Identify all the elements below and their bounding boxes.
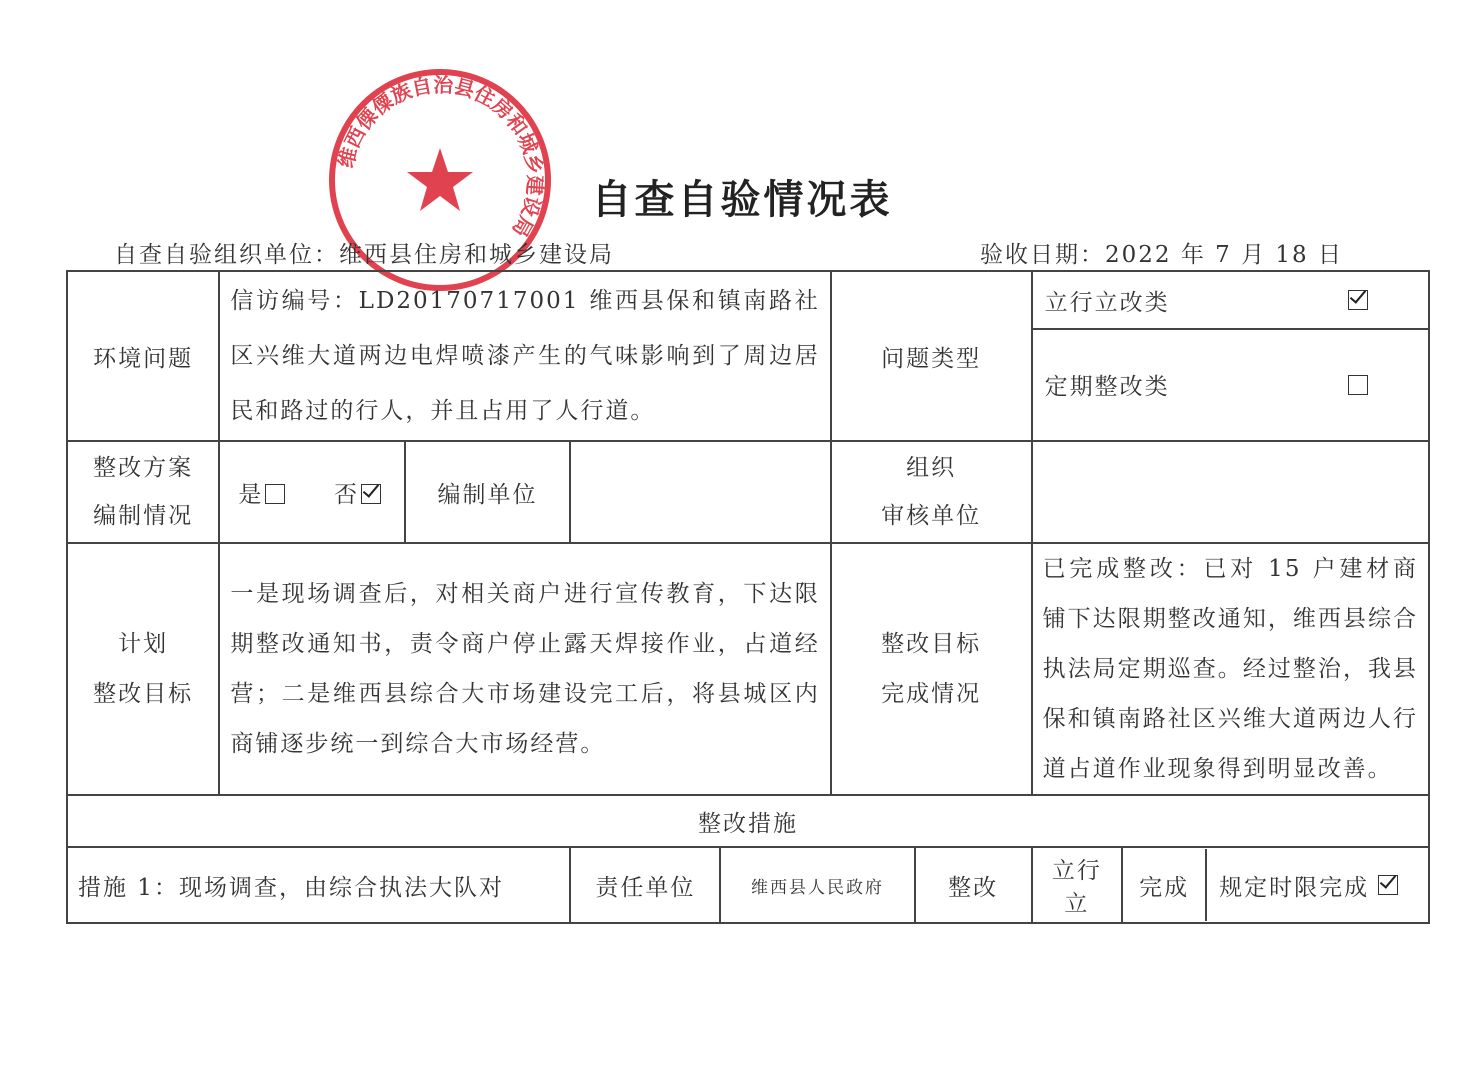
deadline-label: 规定时限完成 bbox=[1219, 874, 1370, 901]
complete-label: 完成 bbox=[1123, 849, 1207, 921]
document-title: 自查自验情况表 bbox=[591, 177, 893, 223]
issue-type-label: 问题类型 bbox=[831, 271, 1032, 441]
checkbox-deadline[interactable] bbox=[1378, 875, 1398, 895]
plan-target-label bbox=[67, 543, 219, 795]
row-environment-issue bbox=[67, 271, 1429, 441]
checkbox-yes[interactable] bbox=[265, 484, 285, 504]
compile-unit-value[interactable] bbox=[570, 441, 830, 543]
measures-header: 整改措施 bbox=[67, 795, 1429, 847]
issue-type-periodic bbox=[1033, 330, 1428, 440]
organization-unit: 自查自验组织单位：维西县住房和城乡建设局 bbox=[114, 242, 614, 268]
org-review-value[interactable] bbox=[1032, 441, 1429, 543]
org-review-line1: 组织 bbox=[906, 455, 957, 481]
checkbox-periodic[interactable] bbox=[1348, 375, 1368, 395]
measure-1-text: 措施 1：现场调查，由综合执法大队对 bbox=[67, 847, 570, 923]
issue-type-immediate-label: 立行立改类 bbox=[1044, 289, 1170, 316]
org-review-line2: 审核单位 bbox=[881, 503, 982, 529]
row-plan-target bbox=[67, 543, 1429, 795]
plan-target-text: 一是现场调查后，对相关商户进行宣传教育，下达限期整改通知书，责令商户停止露天焊接作业，占道经营；二是维西县综合大市场建设完工后，将县城区内商铺逐步统一到综合大市场经营。 bbox=[219, 543, 830, 795]
resp-unit-value: 维西县人民政府 bbox=[720, 847, 914, 923]
inspection-table bbox=[66, 270, 1430, 924]
target-done-text: 已完成整改：已对 15 户建材商铺下达限期整改通知，维西县综合执法局定期巡查。经过整治，我县保和镇南路社区兴维大道两边人行道占道作业现象得到明显改善。 bbox=[1032, 543, 1429, 795]
plan-target-line2: 整改目标 bbox=[93, 681, 194, 707]
target-done-line2: 完成情况 bbox=[881, 681, 982, 707]
completion-cell bbox=[1122, 847, 1429, 923]
immediate-label: 立行立 bbox=[1032, 847, 1123, 923]
target-done-label bbox=[831, 543, 1032, 795]
checkbox-immediate[interactable] bbox=[1348, 290, 1368, 310]
row-plan-compilation bbox=[67, 441, 1429, 543]
plan-label-line1: 整改方案 bbox=[93, 455, 194, 481]
no-label: 否 bbox=[333, 481, 359, 508]
rectify-label: 整改 bbox=[915, 847, 1032, 923]
env-issue-text: 信访编号：LD20170717001 维西县保和镇南路社区兴维大道两边电焊喷漆产生的气味影响到了周边居民和路过的行人，并且占用了人行道。 bbox=[219, 271, 830, 441]
resp-unit-label: 责任单位 bbox=[570, 847, 720, 923]
svg-text:维西傈僳族自治县住房和城乡建设局: 维西傈僳族自治县住房和城乡建设局 bbox=[333, 72, 548, 242]
checkbox-no[interactable] bbox=[361, 484, 381, 504]
target-done-line1: 整改目标 bbox=[881, 631, 982, 657]
plan-label-line2: 编制情况 bbox=[93, 503, 194, 529]
compile-unit-label: 编制单位 bbox=[405, 441, 571, 543]
plan-target-line1: 计划 bbox=[118, 631, 169, 657]
plan-yes-no bbox=[219, 441, 404, 543]
org-review-label bbox=[831, 441, 1032, 543]
acceptance-date: 验收日期：2022 年 7 月 18 日 bbox=[980, 242, 1343, 268]
issue-type-immediate bbox=[1033, 273, 1428, 330]
row-measures-header bbox=[67, 795, 1429, 847]
plan-compilation-label bbox=[67, 441, 219, 543]
env-issue-label: 环境问题 bbox=[67, 271, 219, 441]
issue-type-options bbox=[1032, 271, 1429, 441]
yes-label: 是 bbox=[238, 481, 264, 508]
issue-type-periodic-label: 定期整改类 bbox=[1044, 374, 1170, 400]
row-measure-1 bbox=[67, 847, 1429, 923]
